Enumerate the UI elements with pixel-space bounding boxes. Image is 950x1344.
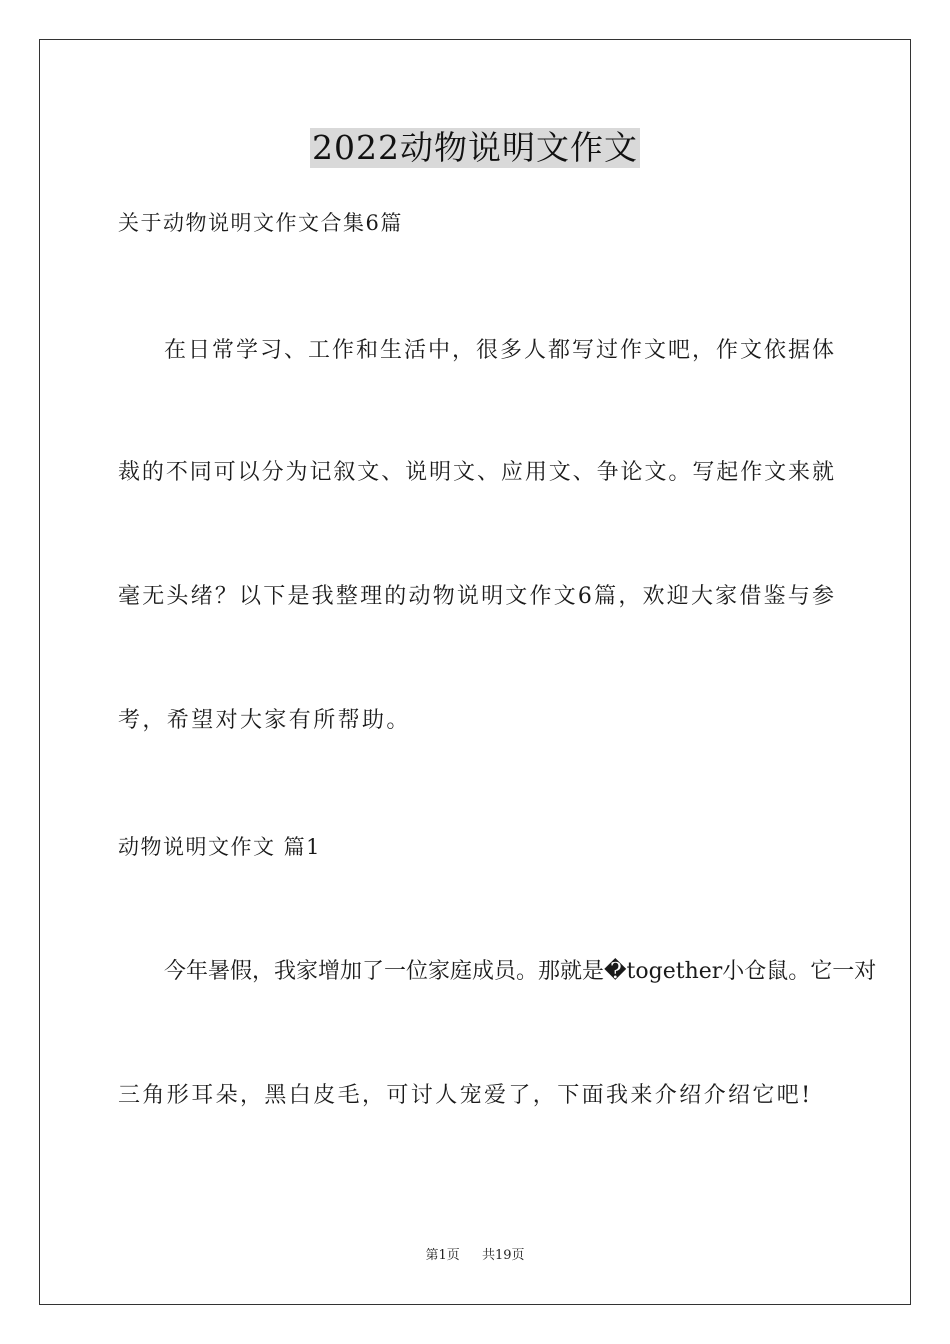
section-heading: 动物说明文作文 篇1 <box>118 835 322 859</box>
document-subtitle: 关于动物说明文作文合集6篇 <box>118 211 403 235</box>
paragraph-2-line-1: 今年暑假，我家增加了一位家庭成员。那就是�together小仓鼠。它一对 <box>164 959 877 984</box>
paragraph-1-line-1: 在日常学习、工作和生活中，很多人都写过作文吧，作文依据体 <box>164 338 834 363</box>
paragraph-1-line-4: 考，希望对大家有所帮助。 <box>118 708 411 733</box>
paragraph-1-line-2: 裁的不同可以分为记叙文、说明文、应用文、争论文。写起作文来就 <box>118 460 834 485</box>
document-title-container <box>0 128 950 168</box>
page-number: 第1页 <box>425 1248 460 1263</box>
paragraph-2-line-2: 三角形耳朵，黑白皮毛，可讨人宠爱了，下面我来介绍介绍它吧! <box>118 1083 813 1108</box>
page-footer <box>0 1247 950 1265</box>
document-title: 2022动物说明文作文 <box>312 128 638 167</box>
paragraph-1-line-3: 毫无头绪？以下是我整理的动物说明文作文6篇，欢迎大家借鉴与参 <box>118 584 834 609</box>
page-total: 共19页 <box>482 1248 525 1263</box>
